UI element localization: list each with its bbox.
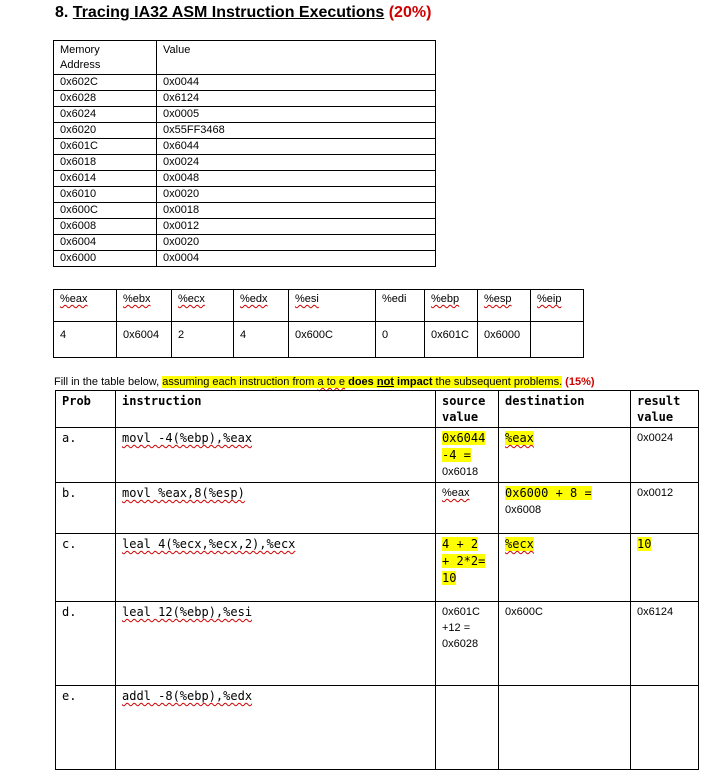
instruction-cell: addl -8(%ebp),%edx xyxy=(116,686,436,770)
memory-row xyxy=(54,251,436,267)
instruction-cell: leal 12(%ebp),%esi xyxy=(116,602,436,686)
register-value: 0x6004 xyxy=(117,322,172,358)
memory-table xyxy=(53,40,436,267)
memory-row xyxy=(54,91,436,107)
memory-row xyxy=(54,203,436,219)
destination-cell[interactable] xyxy=(499,686,631,770)
memory-row xyxy=(54,219,436,235)
memory-address: 0x6014 xyxy=(54,171,157,187)
register-value: 4 xyxy=(54,322,117,358)
memory-row xyxy=(54,235,436,251)
register-name: %edi xyxy=(376,290,425,322)
result-value-cell[interactable] xyxy=(631,686,699,770)
memory-value: 0x0004 xyxy=(157,251,436,267)
source-value-cell: 0x6044 -4 = 0x6018 xyxy=(436,428,499,483)
memory-address: 0x600C xyxy=(54,203,157,219)
source-value-cell: 0x601C +12 = 0x6028 xyxy=(436,602,499,686)
source-value-cell: %eax xyxy=(436,483,499,534)
heading-number: 8. xyxy=(55,4,69,21)
memory-row xyxy=(54,171,436,187)
problem-table xyxy=(55,390,699,770)
register-name: %eax xyxy=(54,290,117,322)
register-value xyxy=(531,322,584,358)
prob-label: c. xyxy=(56,534,116,602)
heading-percent: (20%) xyxy=(388,4,432,21)
register-value: 0x601C xyxy=(425,322,478,358)
memory-value: 0x0024 xyxy=(157,155,436,171)
source-value-cell: 4 + 2 + 2*2= 10 xyxy=(436,534,499,602)
prob-label: d. xyxy=(56,602,116,686)
register-name: %ebp xyxy=(425,290,478,322)
problem-header-row xyxy=(56,391,699,428)
memory-address-header: Memory Address xyxy=(54,41,157,75)
memory-address: 0x6000 xyxy=(54,251,157,267)
memory-address: 0x6004 xyxy=(54,235,157,251)
heading-title: Tracing IA32 ASM Instruction Executions xyxy=(72,4,385,21)
source-value-cell[interactable] xyxy=(436,686,499,770)
instruction-cell: movl -4(%ebp),%eax xyxy=(116,428,436,483)
register-value: 4 xyxy=(234,322,289,358)
memory-address: 0x6018 xyxy=(54,155,157,171)
prob-label: a. xyxy=(56,428,116,483)
memory-header-row xyxy=(54,41,436,75)
memory-value: 0x0005 xyxy=(157,107,436,123)
register-name-row xyxy=(54,290,584,322)
problem-row xyxy=(56,428,699,483)
destination-cell: %ecx xyxy=(499,534,631,602)
problem-row xyxy=(56,602,699,686)
memory-value: 0x6124 xyxy=(157,91,436,107)
memory-address: 0x601C xyxy=(54,139,157,155)
problem-row xyxy=(56,686,699,770)
memory-value: 0x0012 xyxy=(157,219,436,235)
register-name: %ecx xyxy=(172,290,234,322)
memory-row xyxy=(54,107,436,123)
instruction-header: instruction xyxy=(116,391,436,428)
register-value: 0x600C xyxy=(289,322,376,358)
memory-value: 0x0048 xyxy=(157,171,436,187)
prob-header: Prob xyxy=(56,391,116,428)
memory-row xyxy=(54,123,436,139)
prob-label: e. xyxy=(56,686,116,770)
memory-row xyxy=(54,139,436,155)
memory-value: 0x0018 xyxy=(157,203,436,219)
memory-row xyxy=(54,155,436,171)
destination-cell: 0x6000 + 8 = 0x6008 xyxy=(499,483,631,534)
problem-row xyxy=(56,483,699,534)
result-value-cell: 0x6124 xyxy=(631,602,699,686)
memory-value: 0x0044 xyxy=(157,75,436,91)
memory-address: 0x6028 xyxy=(54,91,157,107)
memory-value: 0x6044 xyxy=(157,139,436,155)
memory-address: 0x6008 xyxy=(54,219,157,235)
memory-value: 0x0020 xyxy=(157,187,436,203)
source-value-header: source value xyxy=(436,391,499,428)
register-name: %edx xyxy=(234,290,289,322)
section-heading xyxy=(55,4,431,22)
memory-row xyxy=(54,187,436,203)
register-value: 0x6000 xyxy=(478,322,531,358)
register-table xyxy=(53,289,584,358)
register-name: %eip xyxy=(531,290,584,322)
register-name: %esp xyxy=(478,290,531,322)
memory-address: 0x6010 xyxy=(54,187,157,203)
register-value: 2 xyxy=(172,322,234,358)
instruction-cell: leal 4(%ecx,%ecx,2),%ecx xyxy=(116,534,436,602)
destination-cell: %eax xyxy=(499,428,631,483)
memory-address: 0x602C xyxy=(54,75,157,91)
memory-address: 0x6024 xyxy=(54,107,157,123)
memory-value-header: Value xyxy=(157,41,436,75)
result-value-header: result value xyxy=(631,391,699,428)
register-name: %ebx xyxy=(117,290,172,322)
memory-value: 0x0020 xyxy=(157,235,436,251)
destination-cell: 0x600C xyxy=(499,602,631,686)
memory-row xyxy=(54,75,436,91)
instruction-cell: movl %eax,8(%esp) xyxy=(116,483,436,534)
memory-address: 0x6020 xyxy=(54,123,157,139)
register-name: %esi xyxy=(289,290,376,322)
destination-header: destination xyxy=(499,391,631,428)
memory-value: 0x55FF3468 xyxy=(157,123,436,139)
instructions-text: Fill in the table below, assuming each instruction from a to e does not impact the subsequent problems. (15%) xyxy=(54,376,595,388)
result-value-cell: 0x0012 xyxy=(631,483,699,534)
result-value-cell: 0x0024 xyxy=(631,428,699,483)
register-value: 0 xyxy=(376,322,425,358)
problem-row xyxy=(56,534,699,602)
prob-label: b. xyxy=(56,483,116,534)
result-value-cell: 10 xyxy=(631,534,699,602)
register-value-row xyxy=(54,322,584,358)
